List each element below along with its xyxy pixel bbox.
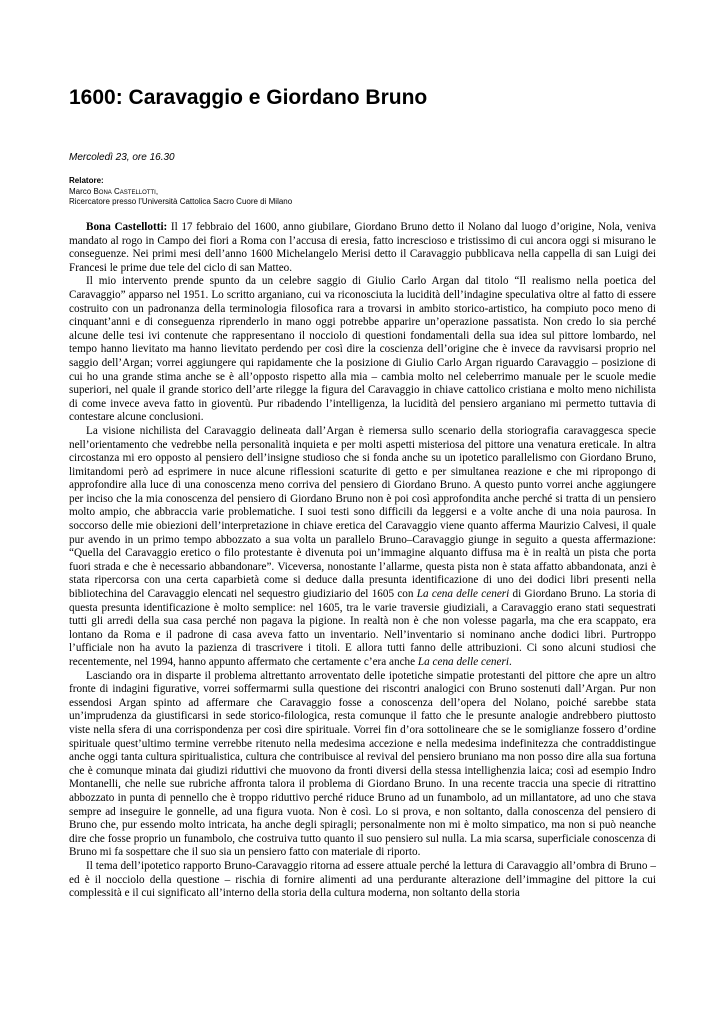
book-title: La cena delle ceneri: [416, 588, 510, 601]
paragraph-5: Il tema dell’ipotetico rapporto Bruno-Caravaggio ritorna ad essere attuale perché la lettura di Caravaggio all’ombra di Bruno – ed è il nocciolo della questione – rischia di fornire alimenti ad una perdurante alterazione dell’immagine del pittore la cui complessità e il cui significato all’interno della storia della cultura moderna, non soltanto della storia: [69, 859, 656, 900]
paragraph-1: [69, 221, 656, 275]
speaker-last-name: Bona Castellotti: [93, 186, 156, 196]
event-date: Mercoledì 23, ore 16.30: [69, 152, 175, 163]
speaker-name-inline: Bona Castellotti:: [86, 221, 168, 233]
paragraph-4: Lasciando ora in disparte il problema altrettanto arroventato delle ipotetiche simpatie protestanti del pittore che apre un altro fronte di indagini figurative, vorrei soffermarmi sulla questione dei riscontri analogici con Bruno sostenuti dall’Argan. Pur non essendosi Argan spinto ad affermare che Caravaggio fosse a conoscenza dell’opera del Nolano, poiché sarebbe stata un’imprudenza da giustificarsi in sede storico-filologica, resta comunque il fatto che le presunte analogie andrebbero piuttosto viste nella sfera di una corrispondenza per così dire spirituale. Vorrei fin d’ora sottolineare che se le somiglianze fossero d’ordine spirituale quest’ultimo termine verrebbe ritenuto nella medesima accezione e nella medesima indefinitezza che contraddistingue anche oggi tanta cultura spiritualistica, cultura che contribuisce al revival del pensiero bruniano ma non posso dire alla sua fortuna che è comunque minata dai giudizi riduttivi che muovono da fronti diversi della stessa intellighenzia laica; così ad esempio Indro Montanelli, che nelle sue rubriche affronta talora il problema di Giordano Bruno. In una recente traccia una specie di ritrattino abbozzato in punta di pennello che è troppo riduttivo perché riduce Bruno ad un funambolo, ad un millantatore, ad uno che stava sempre ad inseguire le gonnelle, ad una figura vuota. Non è così. Lo si prova, e non soltanto, dalla conoscenza del pensiero di Bruno che, pur essendo molto intricata, ha anche degli spiragli; personalmente non mi è molto simpatico, ma non si può neanche dire che fosse proprio un funambolo, che costruiva tutto quanto il suo pensiero sul nulla. La mia scarsa, superficiale conoscenza di Bruno mi fa sospettare che il suo sia un pensiero fatto con materiale di riporto.: [69, 669, 656, 859]
speaker-first-name: Marco: [69, 186, 94, 196]
speaker-name-suffix: ,: [155, 186, 159, 196]
paragraph-3: [69, 425, 656, 670]
book-title: La cena delle ceneri: [417, 656, 509, 668]
page-title: 1600: Caravaggio e Giordano Bruno: [69, 86, 428, 109]
paragraph-3-text-a: La visione nichilista del Caravaggio delineata dall’Argan è riemersa sullo scenario della storiografia caravaggesca specie nell’orientamento che vedrebbe nella personalità inquieta e per molti aspetti misteriosa del pittore una venatura ereticale. In altra circostanza mi ero opposto al pensiero dell’insigne studioso che si fonda anche su un ipotetico parallelismo con Giordano Bruno, limitandomi però ad esprimere in nuce alcune riflessioni scaturite di getto e per simultanea reazione e che mi ripropongo di approfondire alla luce di una conoscenza meno corriva del pensiero di Giordano Bruno. A questo punto vorrei anche aggiungere per inciso che la mia conoscenza del pensiero di Giordano Bruno non è poi così approfondita anche perché si tratta di un pensiero molto ampio, che abbraccia varie problematiche. I suoi testi sono difficili da leggersi e a volte anche di una noia paurosa. In soccorso delle mie obiezioni dell’interpretazione in chiave eretica del Caravaggio viene quanto afferma Maurizio Calvesi, il quale pur avendo in un primo tempo abbozzato a sua volta un parallelo Bruno–Caravaggio giunge in seguito a questa affermazione: “Quella del Caravaggio eretico o filo protestante è divenuta poi un’immagine alquanto diffusa ma è in realtà un pista che porta fuori strada e che è necessario abbandonare”. Viceversa, nonostante l’allarme, questa pista non è stata affatto abbandonata, anzi è stata ripercorsa con una certa caparbietà come si deduce dalla presunta identificazione di uno dei dodici libri presenti nella bibliotechina del Caravaggio elencati nel sequestro giudiziario del 1605 con: [69, 424, 656, 601]
paragraph-3-text-c: .: [508, 656, 512, 668]
speaker-name: [69, 187, 669, 198]
paragraph-2: Il mio intervento prende spunto da un celebre saggio di Giulio Carlo Argan dal titolo “Il realismo nella poetica del Caravaggio” apparso nel 1951. Lo scritto arganiano, cui va riconosciuta la lucidità dell’indagine speculativa oltre al fatto di essere costruito con un padronanza della terminologia filosofica rara a trovarsi in ambito storico-artistico, ha compiuto poco meno di cinquant’anni e di conseguenza riprenderlo in mano oggi potrebbe apparire un’operazione passatista. Non credo lo sia perché alcune delle tesi ivi contenute che rappresentano il nocciolo di questioni fondamentali della sua idea sul pittore lombardo, nel tempo hanno lievitato ma hanno lievitato perdendo per così dire la coscienza dell’origine che è invece da ravvisarsi proprio nel saggio dell’Argan; vorrei aggiungere qui rapidamente che la posizione di Giulio Carlo Argan riguardo Caravaggio – posizione di cui ho una grande stima anche se è all’opposto rispetto alla mia – cambia molto nel celeberrimo manuale per le scuole medie superiori, nel quale il grande storico dell’arte rilegge la figura del Caravaggio in chiave cattolico cristiana e molto meno nichilista di come invece aveva fatto in gioventù. Pur ribadendo l’intelligenza, la lucidità del pensiero arganiano mi permetto tuttavia di contestare alcune conclusioni.: [69, 275, 656, 424]
speaker-label: Relatore:: [69, 176, 104, 185]
speaker-info: [69, 176, 669, 208]
article-body: [69, 221, 656, 901]
speaker-role: Ricercatore presso l’Università Cattolica Sacro Cuore di Milano: [69, 197, 293, 206]
paragraph-1-text: Il 17 febbraio del 1600, anno giubilare, Giordano Bruno detto il Nolano dal luogo d’origine, Nola, veniva mandato al rogo in Campo dei fiori a Roma con l’accusa di eresia, fatto increscioso e tristissimo di cui ancora oggi si misurano le conseguenze. Nei primi mesi dell’anno 1600 Michelangelo Merisi detto il Caravaggio pubblicava nella cappella di san Luigi dei Francesi le prime due tele del ciclo di san Matteo.: [69, 221, 656, 274]
paragraph-3-text-b: di Giordano Bruno. La storia di questa presunta identificazione è molto semplice: nel 1605, tra le varie traversie giudiziali, a Caravaggio erano stati sequestrati tutti gli arredi della sua casa perché non pagava la pigione. In realtà non è che non volesse pagarla, ma che era scappato, era lontano da Roma e il padrone di casa aveva fatto un inventario. Nell’inventario si nominano anche dodici libri. Purtroppo l’ufficiale non ha avuto la pazienza di trascrivere i titoli. E allora tutti fanno delle attribuzioni. Ci sono alcuni studiosi che recentemente, nel 1994, hanno appunto affermato che certamente c’era anche: [69, 588, 656, 668]
